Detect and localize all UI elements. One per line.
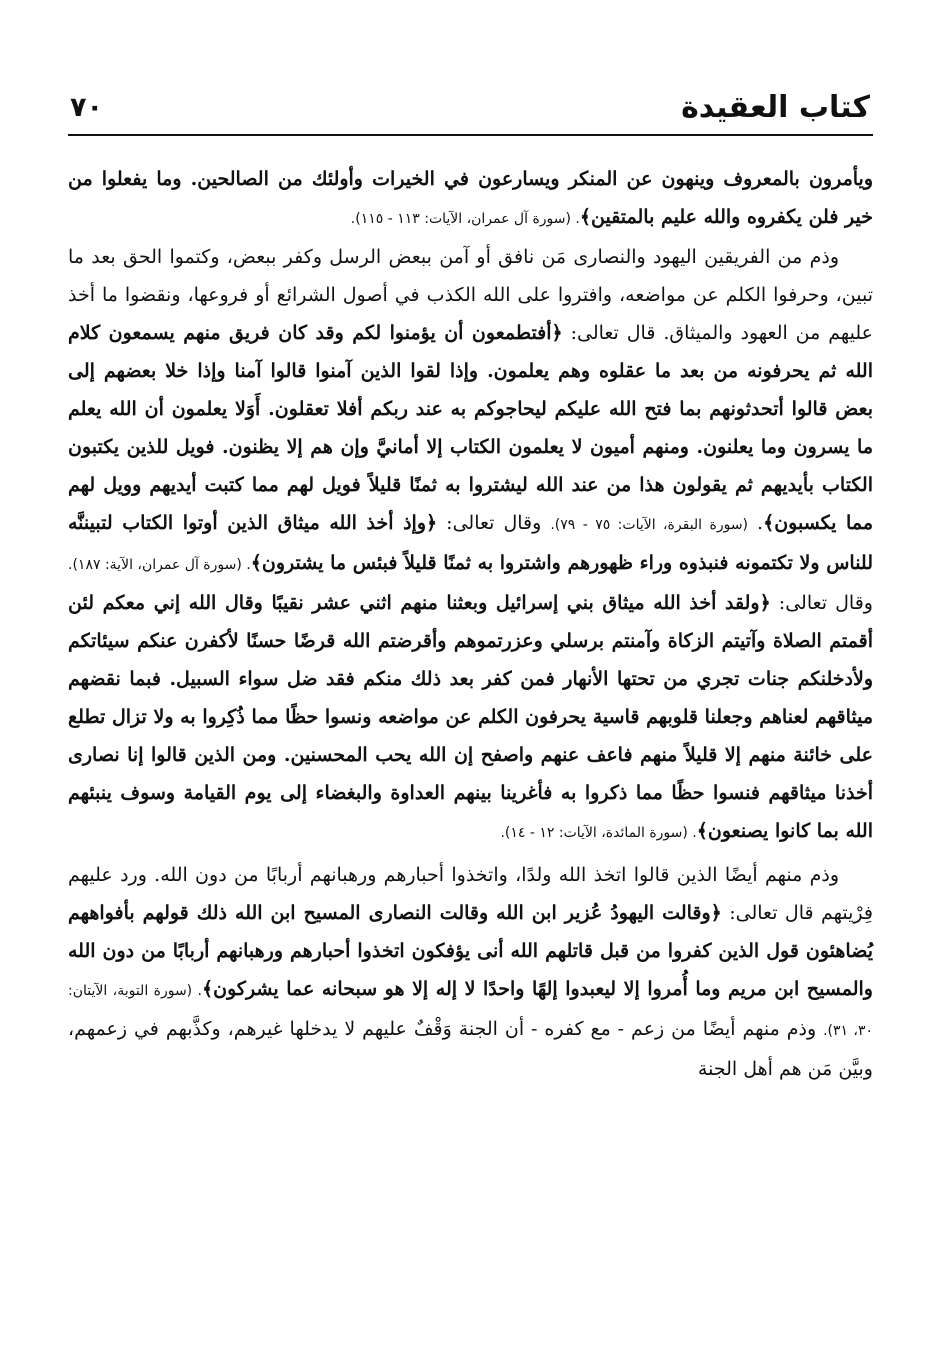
page-header: [70, 88, 870, 132]
quran-verse: ويأمرون بالمعروف وينهون عن المنكر ويسارعون في الخيرات وأولئك من الصالحين. وما يفعلوا من خير فلن يكفروه والله عليم بالمتقين﴾: [68, 168, 873, 228]
body-sentence: وذم من الفريقين اليهود والنصارى مَن نافق أو آمن ببعض الرسل وكفر ببعض، وكتموا الحق بعد ما تبين، وحرفوا الكلم عن مواضعه، وافتروا على الله الكذب في أصول الشرائع أو فروعها، ونقضوا ما أخذ عليهم من العهود والميثاق. قال تعالى:: [68, 246, 873, 344]
paragraph: [68, 160, 873, 238]
verse-reference: . (سورة آل عمران، الآيات: ١١٣ - ١١٥).: [350, 211, 580, 227]
verse-reference: . (سورة المائدة، الآيات: ١٢ - ١٤).: [500, 825, 697, 841]
body-sentence: وذم منهم أيضًا الذين قالوا اتخذ الله ولدًا، واتخذوا أحبارهم ورهبانهم أربابًا من دون الله. ورد عليهم فِرْيتهم قال تعالى:: [68, 864, 873, 924]
quran-verse: ﴿وقالت اليهودُ عُزير ابن الله وقالت النصارى المسيح ابن الله ذلك قولهم بأفواههم يُضاهئون قول الذين كفروا من قبل قاتلهم الله أنى يؤفكون اتخذوا أحبارهم ورهبانهم أربابًا من دون الله والمسيح ابن مريم وما أُمروا إلا ليعبدوا إلهًا واحدًا لا إله إلا هو سبحانه عما يشركون﴾: [68, 902, 873, 1000]
header-divider: [68, 134, 873, 136]
paragraph: [68, 238, 873, 852]
quran-verse: ﴿وإذ أخذ الله ميثاق الذين أوتوا الكتاب لتبيننَّه للناس ولا تكتمونه فنبذوه وراء ظهورهم واشتروا به ثمنًا قليلاً فبئس ما يشترون﴾: [68, 512, 874, 574]
verse-reference: . (سورة التوبة، الآيتان: ٣٠، ٣١).: [68, 983, 873, 1039]
body-sentence: .: [748, 512, 764, 534]
book-title: كتاب العقيدة: [681, 90, 870, 125]
body-text: [68, 160, 873, 1088]
page-number: ٧٠: [70, 92, 103, 123]
verse-reference: (سورة البقرة، الآيات: ٧٥ - ٧٩).: [550, 517, 749, 533]
paragraph: [68, 856, 873, 1088]
quran-verse: ﴿أفتطمعون أن يؤمنوا لكم وقد كان فريق منهم يسمعون كلام الله ثم يحرفونه من بعد ما عقلوه وهم يعلمون. وإذا لقوا الذين آمنوا قالوا آمنا وإذا خلا بعضهم إلى بعض قالوا أتحدثونهم بما فتح الله عليكم ليحاجوكم به عند ربكم أفلا تعقلون. أَوَلا يعلمون أن الله يعلم ما يسرون وما يعلنون. ومنهم أميون لا يعلمون الكتاب إلا أمانيَّ وإن هم إلا يظنون. فويل للذين يكتبون الكتاب بأيديهم ثم يقولون هذا من عند الله ليشتروا به ثمنًا قليلاً فويل لهم مما كتبت أيديهم وويل لهم مما يكسبون﴾: [68, 322, 874, 534]
quran-verse: ﴿ولقد أخذ الله ميثاق بني إسرائيل وبعثنا منهم اثني عشر نقيبًا وقال الله إني معكم لئن أقمتم الصلاة وآتيتم الزكاة وآمنتم برسلي وعزرتموهم وأقرضتم الله قرضًا حسنًا لأكفرن عنكم سيئاتكم ولأدخلنكم جنات تجري من تحتها الأنهار فمن كفر بعد ذلك منكم فقد ضل سواء السبيل. فبما نقضهم ميثاقهم لعناهم وجعلنا قلوبهم قاسية يحرفون الكلم عن مواضعه ونسوا حظًا مما ذُكِروا به ولا تزال تطلع على خائنة منهم إلا قليلاً منهم فاعف عنهم واصفح إن الله يحب المحسنين. ومن الذين قالوا إنا نصارى أخذنا ميثاقهم فنسوا حظًا مما ذكروا به فأغرينا بينهم العداوة والبغضاء إلى يوم القيامة وسوف ينبئهم الله بما كانوا يصنعون﴾: [68, 592, 873, 842]
verse-reference: . (سورة آل عمران، الآية: ١٨٧).: [68, 557, 251, 573]
body-sentence: وقال تعالى:: [770, 592, 873, 614]
body-sentence: وقال تعالى:: [437, 512, 551, 534]
body-sentence: وذم منهم أيضًا من زعم - مع كفره - أن الجنة وَقْفٌ عليهم لا يدخلها غيرهم، وكذَّبهم في زعمهم، وبيَّن مَن هم أهل الجنة: [68, 1018, 873, 1080]
